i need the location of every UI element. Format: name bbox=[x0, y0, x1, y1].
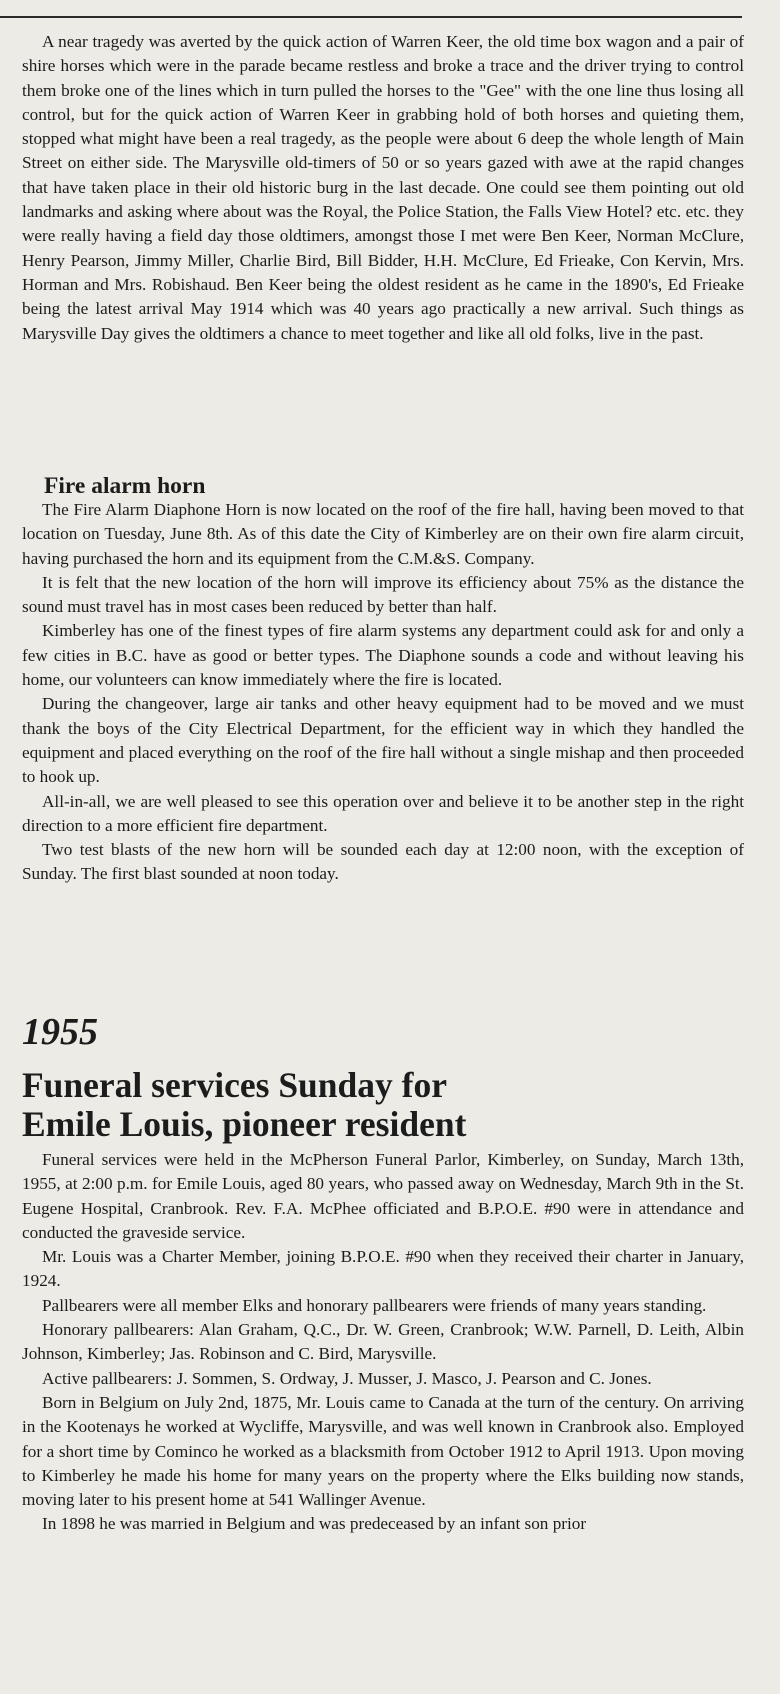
article-paragraph: Pallbearers were all member Elks and honorary pallbearers were friends of many years standing. bbox=[42, 1295, 707, 1315]
article-paragraph: Kimberley has one of the finest types of fire alarm systems any department could ask for and only a few cities in B.C. have as good or better types. The Diaphone sounds a code and without leaving his home, our volunteers can know immediately where the fire is located. bbox=[22, 621, 744, 690]
article-funeral-services bbox=[22, 1148, 744, 1537]
top-rule bbox=[0, 16, 742, 18]
article-paragraph: Mr. Louis was a Charter Member, joining B.P.O.E. #90 when they received their charter in January, 1924. bbox=[22, 1247, 744, 1291]
article-fire-alarm-horn bbox=[22, 498, 744, 887]
year-heading: 1955 bbox=[22, 1011, 98, 1053]
article-paragraph: During the changeover, large air tanks and other heavy equipment had to be moved and we must thank the boys of the City Electrical Department, for the efficient way in which they handled the equipment and placed everything on the roof of the fire hall without a single mishap and then proceeded to hook up. bbox=[22, 694, 744, 787]
article-marysville-day bbox=[22, 30, 744, 346]
article-paragraph: In 1898 he was married in Belgium and was predeceased by an infant son prior bbox=[42, 1514, 587, 1534]
article-paragraph: Honorary pallbearers: Alan Graham, Q.C., Dr. W. Green, Cranbrook; W.W. Parnell, D. Leith, Albin Johnson, Kimberley; Jas. Robinson and C. Bird, Marysville. bbox=[22, 1320, 744, 1364]
article-paragraph: A near tragedy was averted by the quick action of Warren Keer, the old time box wagon and a pair of shire horses which were in the parade became restless and broke a trace and the driver trying to control them broke one of the lines which in turn pulled the horses to the "Gee" with the one line thus losing all control, but for the quick action of Warren Keer in grabbing hold of both horses and quieting them, stopped what might have been a real tragedy, as the people were about 6 deep the whole length of Main Street on either side. The Marysville old-timers of 50 or so years gazed with awe at the rapid changes that have taken place in their old historic burg in the last decade. One could see them pointing out old landmarks and asking where about was the Royal, the Police Station, the Falls View Hotel? etc. etc. they were really having a field day those oldtimers, amongst those I met were Ben Keer, Norman McClure, Henry Pearson, Jimmy Miller, Charlie Bird, Bill Bidder, H.H. McClure, Ed Frieake, Con Kervin, Mrs. Horman and Mrs. Robishaud. Ben Keer being the oldest resident as he came in the 1890's, Ed Frieake being the latest arrival May 1914 which was 40 years ago practically a new arrival. Such things as Marysville Day gives the oldtimers a chance to meet together and like all old folks, live in the past. bbox=[22, 32, 744, 343]
article-heading-fire-alarm-horn: Fire alarm horn bbox=[44, 473, 206, 499]
article-paragraph: Funeral services were held in the McPherson Funeral Parlor, Kimberley, on Sunday, March 13th, 1955, at 2:00 p.m. for Emile Louis, aged 80 years, who passed away on Wednesday, March 9th in the St. Eugene Hospital, Cranbrook. Rev. F.A. McPhee officiated and B.P.O.E. #90 were in attendance and conducted the graveside service. bbox=[22, 1150, 744, 1242]
article-paragraph: Born in Belgium on July 2nd, 1875, Mr. Louis came to Canada at the turn of the century. On arriving in the Kootenays he worked at Wycliffe, Marysville, and was well known in Cranbrook also. Employed for a short time by Cominco he worked as a blacksmith from October 1912 to April 1913. Upon moving to Kimberley he made his home for many years on the property where the Elks building now stands, moving later to his present home at 541 Wallinger Avenue. bbox=[22, 1392, 744, 1510]
article-paragraph: Two test blasts of the new horn will be sounded each day at 12:00 noon, with the exception of Sunday. The first blast sounded at noon today. bbox=[22, 840, 744, 884]
headline-line-2: Emile Louis, pioneer resident bbox=[22, 1104, 467, 1144]
article-paragraph: It is felt that the new location of the horn will improve its efficiency about 75% as the distance the sound must travel has in most cases been reduced by better than half. bbox=[22, 572, 744, 617]
article-paragraph: The Fire Alarm Diaphone Horn is now located on the roof of the fire hall, having been moved to that location on Tuesday, June 8th. As of this date the City of Kimberley are on their own fire alarm circuit, having purchased the horn and its equipment from the C.M.&S. Company. bbox=[22, 500, 744, 568]
headline-line-1: Funeral services Sunday for bbox=[22, 1065, 447, 1105]
article-paragraph: Active pallbearers: J. Sommen, S. Ordway, J. Musser, J. Masco, J. Pearson and C. Jones. bbox=[42, 1368, 652, 1388]
article-paragraph: All-in-all, we are well pleased to see this operation over and believe it to be another step in the right direction to a more efficient fire department. bbox=[22, 791, 744, 835]
article-headline-funeral bbox=[22, 1066, 466, 1144]
